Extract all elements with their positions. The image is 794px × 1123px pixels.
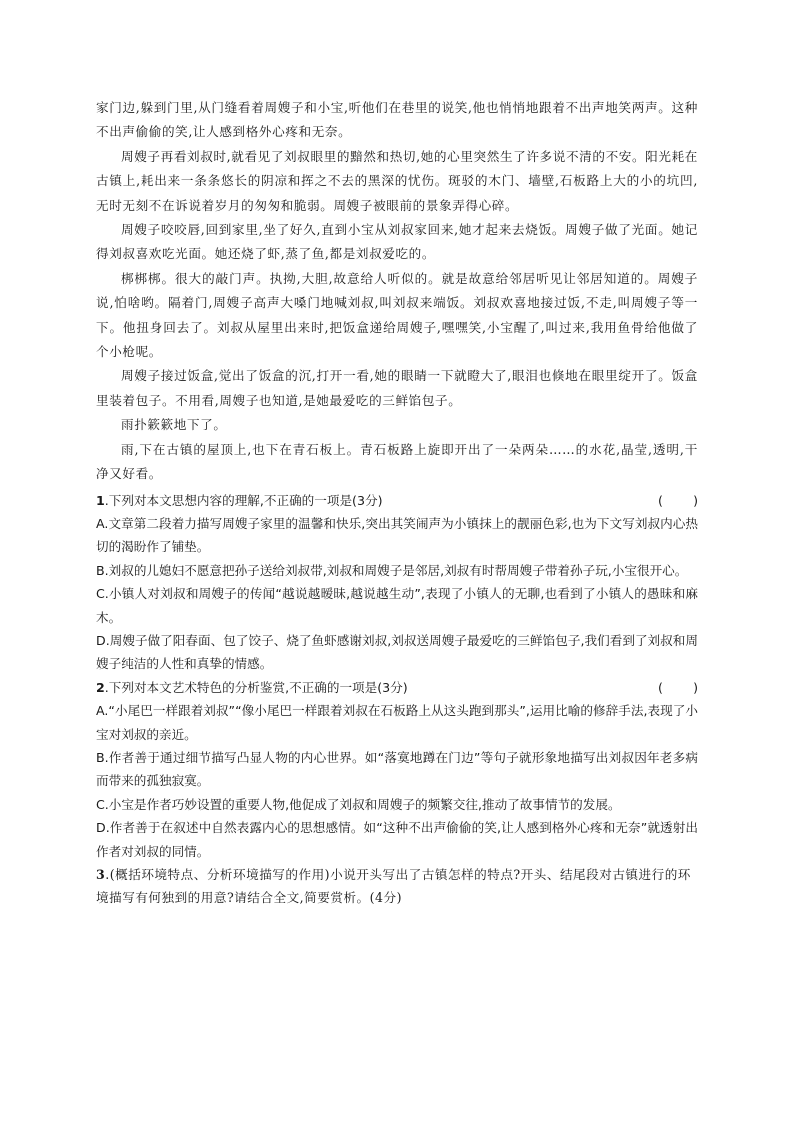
question-text: .下列对本文思想内容的理解,不正确的一项是(3分) bbox=[104, 492, 383, 508]
story-paragraph: 雨,下在古镇的屋顶上,也下在青石板上。青石板路上旋即开出了一朵两朵……的水花,晶莹,透明,干净又好看。 bbox=[96, 441, 698, 482]
story-paragraph: 家门边,躲到门里,从门缝看着周嫂子和小宝,听他们在巷里的说笑,他也悄悄地跟着不出声地笑两声。这种不出声偷偷的笑,让人感到格外心疼和无奈。 bbox=[96, 100, 698, 140]
option-c: C.小宝是作者巧妙设置的重要人物,他促成了刘叔和周嫂子的频繁交往,推动了故事情节的发展。 bbox=[96, 796, 621, 812]
question-1 bbox=[96, 489, 698, 676]
question-stem bbox=[96, 489, 698, 512]
option-d: D.作者善于在叙述中自然表露内心的思想感情。如“这种不出声偷偷的笑,让人感到格外心疼和无奈”就透射出作者对刘叔的同情。 bbox=[96, 820, 698, 859]
option-d: D.周嫂子做了阳春面、包了饺子、烧了鱼虾感谢刘叔,刘叔送周嫂子最爱吃的三鲜馅包子,我们看到了刘叔和周嫂子纯洁的人性和真挚的情感。 bbox=[96, 632, 698, 672]
story-paragraph: 雨扑簌簌地下了。 bbox=[121, 417, 227, 433]
option-b: B.刘叔的儿媳妇不愿意把孙子送给刘叔带,刘叔和周嫂子是邻居,刘叔有时帮周嫂子带着孙子玩,小宝很开心。 bbox=[96, 562, 688, 578]
option-a: A.文章第二段着力描写周嫂子家里的温馨和快乐,突出其笑闹声为小镇抹上的靓丽色彩,也为下文写刘叔内心热切的渴盼作了铺垫。 bbox=[96, 515, 698, 555]
story-paragraph: 周嫂子咬咬唇,回到家里,坐了好久,直到小宝从刘叔家回来,她才起来去烧饭。周嫂子做了光面。她记得刘叔喜欢吃光面。她还烧了虾,蒸了鱼,都是刘叔爱吃的。 bbox=[96, 222, 698, 262]
story-paragraph: 周嫂子接过饭盒,觉出了饭盒的沉,打开一看,她的眼睛一下就瞪大了,眼泪也倏地在眼里绽开了。饭盒里装着包子。不用看,周嫂子也知道,是她最爱吃的三鲜馅包子。 bbox=[96, 368, 698, 408]
question-3 bbox=[96, 863, 698, 910]
question-number: 1 bbox=[96, 492, 105, 508]
question-number: 3 bbox=[96, 867, 106, 882]
story-text bbox=[96, 96, 698, 487]
question-section bbox=[96, 489, 698, 910]
question-2 bbox=[96, 676, 698, 863]
option-b: B.作者善于通过细节描写凸显人物的内心世界。如“落寞地蹲在门边”等句子就形象地描写出刘叔因年老多病而带来的孤独寂寞。 bbox=[96, 749, 698, 789]
question-text: .(概括环境特点、分析环境描写的作用)小说开头写出了古镇怎样的特点?开头、结尾段对古镇进行的环境描写有何独到的用意?请结合全文,简要赏析。(4分) bbox=[96, 867, 691, 906]
answer-blank: ( ) bbox=[658, 679, 698, 695]
story-paragraph: 梆梆梆。很大的敲门声。执拗,大胆,故意给人听似的。就是故意给邻居听见让邻居知道的。周嫂子说,怕啥哟。隔着门,周嫂子高声大嗓门地喊刘叔,叫刘叔来端饭。刘叔欢喜地接过饭,不走,叫周嫂子等一下。他扭身回去了。刘叔从屋里出来时,把饭盒递给周嫂子,嘿嘿笑,小宝醒了,叫过来,我用鱼骨给他做了个小枪呢。 bbox=[96, 270, 698, 360]
question-stem bbox=[96, 863, 698, 910]
option-c: C.小镇人对刘叔和周嫂子的传闻“越说越暧昧,越说越生动”,表现了小镇人的无聊,也看到了小镇人的愚昧和麻木。 bbox=[96, 586, 698, 625]
question-number: 2 bbox=[96, 679, 105, 695]
question-text: .下列对本文艺术特色的分析鉴赏,不正确的一项是(3分) bbox=[104, 679, 408, 695]
option-a: A.“小尾巴一样跟着刘叔”“像小尾巴一样跟着刘叔在石板路上从这头跑到那头”,运用比喻的修辞手法,表现了小宝对刘叔的亲近。 bbox=[96, 703, 698, 742]
answer-blank: ( ) bbox=[658, 492, 698, 508]
question-stem bbox=[96, 676, 698, 699]
story-paragraph: 周嫂子再看刘叔时,就看见了刘叔眼里的黯然和热切,她的心里突然生了许多说不清的不安。阳光耗在古镇上,耗出来一条条悠长的阴凉和挥之不去的黑深的忧伤。斑驳的木门、墙壁,石板路上大的小的坑凹,无时无刻不在诉说着岁月的匆匆和脆弱。周嫂子被眼前的景象弄得心碎。 bbox=[96, 148, 698, 213]
